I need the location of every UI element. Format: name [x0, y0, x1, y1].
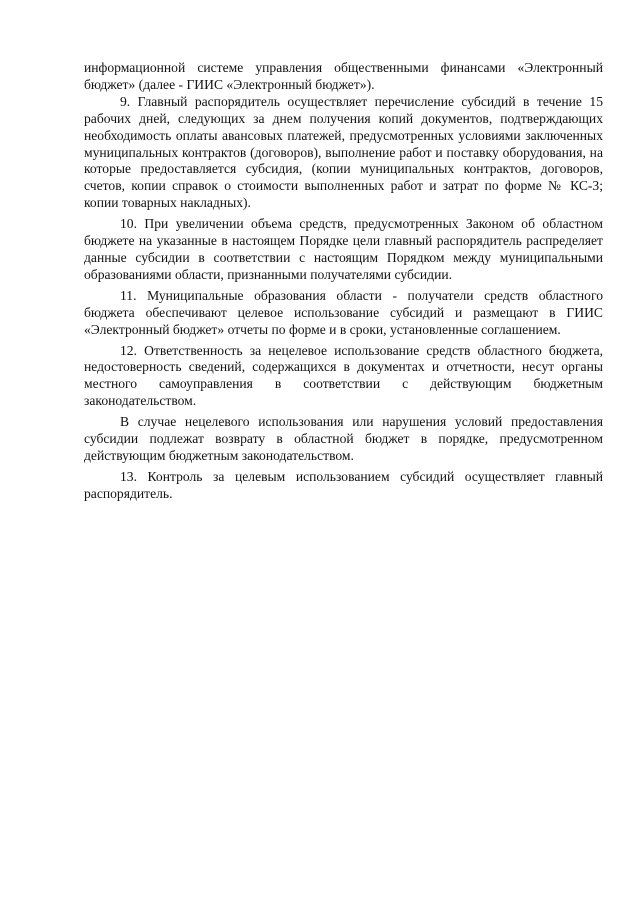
document-page [84, 60, 603, 503]
paragraph-item-9: 9. Главный распорядитель осуществляет перечисление субсидий в течение 15 рабочих дней, следующих за днем получения копий документов, подтверждающих необходимость оплаты авансовых платежей, предусмотренных условиями заключенных муниципальных контрактов (договоров), выполнение работ и поставку оборудования, на которые предоставляется субсидия, (копии муниципальных контрактов, договоров, счетов, копии справок о стоимости выполненных работ и затрат по форме № КС-3; копии товарных накладных). [84, 93, 603, 211]
paragraph-item-10: 10. При увеличении объема средств, предусмотренных Законом об областном бюджете на указанные в настоящем Порядке цели главный распорядитель распределяет данные субсидии в соответствии с настоящим Порядком между муниципальными образованиями области, признанными получателями субсидии. [84, 216, 603, 282]
paragraph-item-12-misuse: В случае нецелевого использования или нарушения условий предоставления субсидии подлежат возврату в областной бюджет в порядке, предусмотренном действующим бюджетным законодательством. [84, 414, 603, 463]
paragraph-item-12: 12. Ответственность за нецелевое использование средств областного бюджета, недостоверность сведений, содержащихся в документах и отчетности, несут органы местного самоуправления в соответствии с действующим бюджетным законодательством. [84, 342, 603, 409]
paragraph-item-13: 13. Контроль за целевым использованием субсидий осуществляет главный распорядитель. [84, 468, 603, 501]
paragraph-continuation: информационной системе управления общественными финансами «Электронный бюджет» (далее - ГИИС «Электронный бюджет»). [84, 60, 603, 92]
paragraph-item-11: 11. Муниципальные образования области - получатели средств областного бюджета обеспечивают целевое использование субсидий и размещают в ГИИС «Электронный бюджет» отчеты по форме и в сроки, установленные соглашением. [84, 287, 603, 337]
